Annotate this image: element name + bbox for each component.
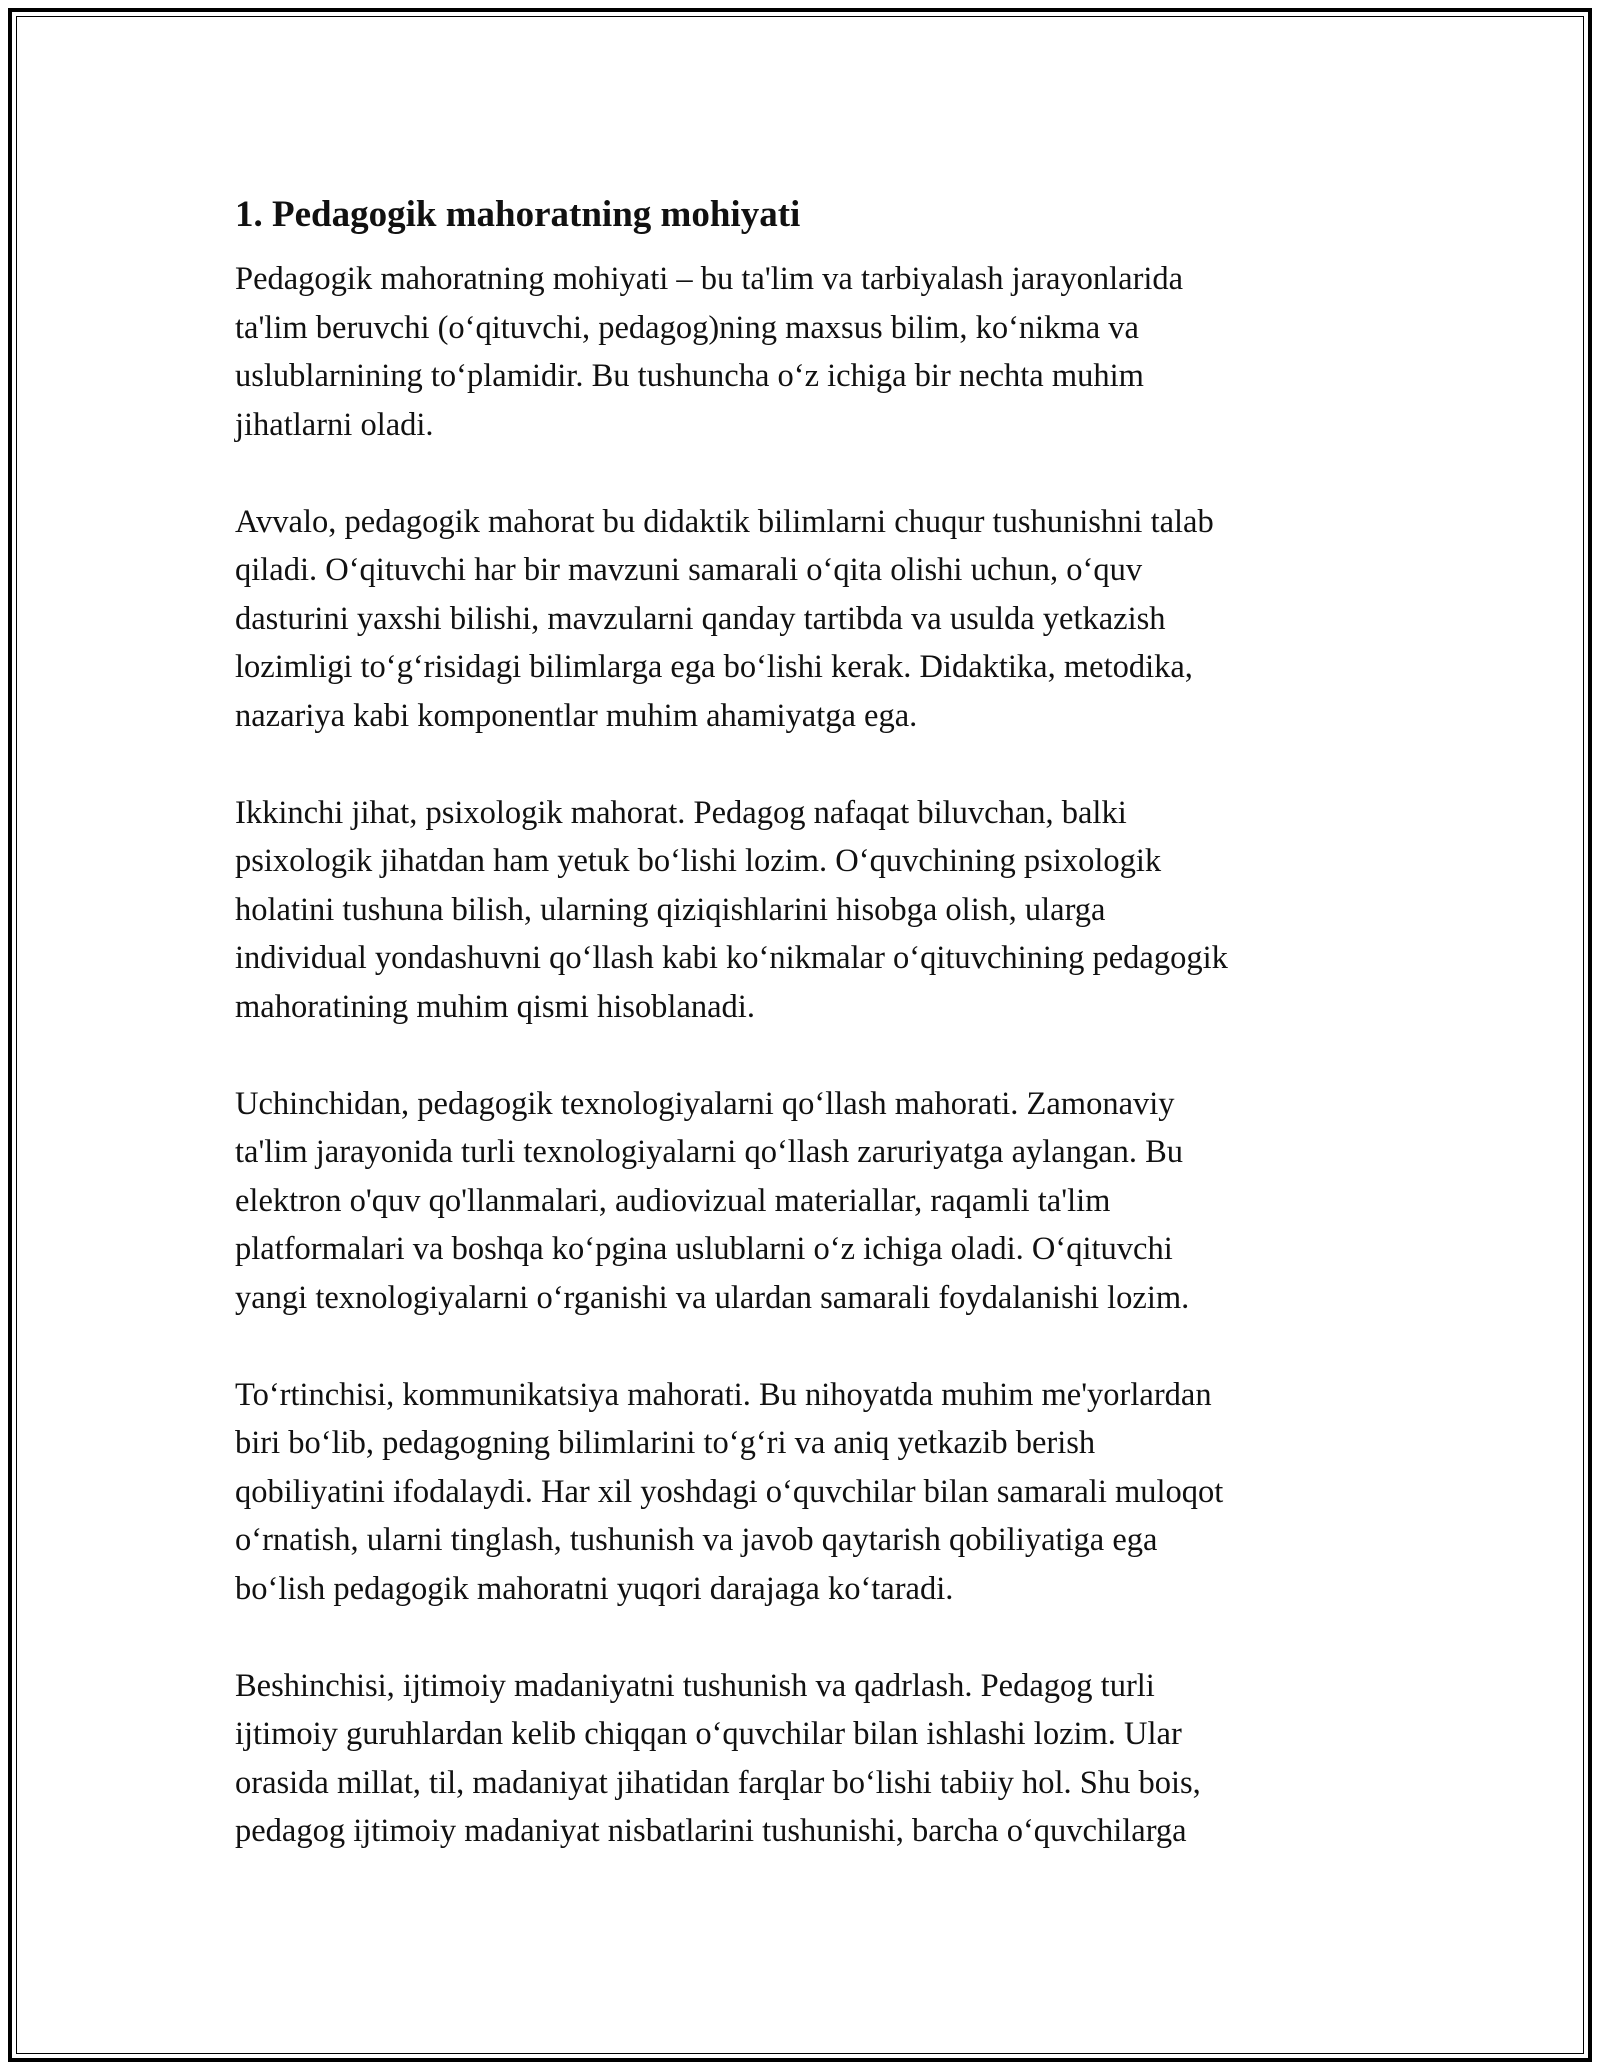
- section-heading: 1. Pedagogik mahoratning mohiyati: [235, 194, 801, 235]
- paragraph-3: Ikkinchi jihat, psixologik mahorat. Pedagog nafaqat biluvchan, balki psixologik jihatdan ham yetuk boʻlishi lozim. Oʻquvchining psixologik holatini tushuna bilish, ularning qiziqishlarini hisobga olish, ularga individual yondashuvni qoʻllash kabi koʻnikmalar oʻqituvchining pedagogik mahoratining muhim qismi hisoblanadi.: [235, 794, 1228, 1025]
- paragraph-1: Pedagogik mahoratning mohiyati – bu ta'lim va tarbiyalash jarayonlarida ta'lim beruvchi (oʻqituvchi, pedagog)ning maxsus bilim, koʻnikma va uslublarnining toʻplamidir. Bu tushuncha oʻz ichiga bir nechta muhim jihatlarni oladi.: [235, 261, 1184, 443]
- paragraph-2: Avvalo, pedagogik mahorat bu didaktik bilimlarni chuqur tushunishni talab qiladi. Oʻqituvchi har bir mavzuni samarali oʻqita olishi uchun, oʻquv dasturini yaxshi bilishi, mavzularni qanday tartibda va usulda yetkazish lozimligi toʻgʻrisidagi bilimlarga ega boʻlishi kerak. Didaktika, metodika, nazariya kabi komponentlar muhim ahamiyatga ega.: [235, 503, 1214, 734]
- paragraph-5: Toʻrtinchisi, kommunikatsiya mahorati. Bu nihoyatda muhim me'yorlardan biri boʻlib, pedagogning bilimlarini toʻgʻri va aniq yetkazib berish qobiliyatini ifodalaydi. Har xil yoshdagi oʻquvchilar bilan samarali muloqot oʻrnatish, ularni tinglash, tushunish va javob qaytarish qobiliyatiga ega boʻlish pedagogik mahoratni yuqori darajaga koʻtaradi.: [235, 1376, 1224, 1607]
- document-body: [235, 187, 1365, 1904]
- paragraph-4: Uchinchidan, pedagogik texnologiyalarni qoʻllash mahorati. Zamonaviy ta'lim jarayonida turli texnologiyalarni qoʻllash zaruriyatga aylangan. Bu elektron o'quv qo'llanmalari, audiovizual materiallar, raqamli ta'lim platformalari va boshqa koʻpgina uslublarni oʻz ichiga oladi. Oʻqituvchi yangi texnologiyalarni oʻrganishi va ulardan samarali foydalanishi lozim.: [235, 1085, 1190, 1316]
- paragraph-6: Beshinchisi, ijtimoiy madaniyatni tushunish va qadrlash. Pedagog turli ijtimoiy guruhlardan kelib chiqqan oʻquvchilar bilan ishlashi lozim. Ular orasida millat, til, madaniyat jihatidan farqlar boʻlishi tabiiy hol. Shu bois, pedagog ijtimoiy madaniyat nisbatlarini tushunishi, barcha oʻquvchilarga: [235, 1667, 1201, 1849]
